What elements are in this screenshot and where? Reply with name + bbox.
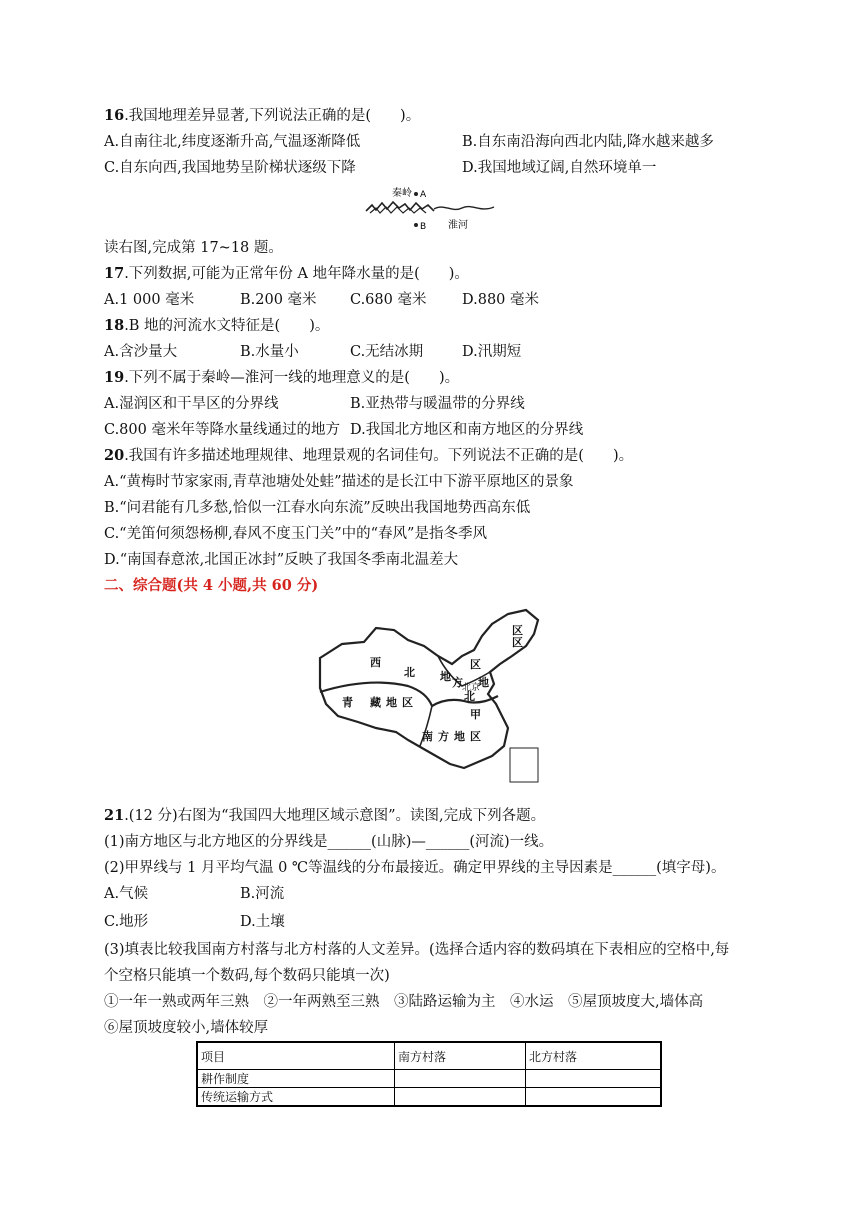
map-label-15: 方 [438, 730, 449, 743]
q21-part1: (1)南方地区与北方地区的分界线是______(山脉)—______(河流)一线。 [104, 834, 554, 850]
q18-option-c: C.无结冰期 [350, 344, 424, 360]
table-cell-south-answer[interactable] [395, 1070, 526, 1088]
qinling-huaihe-map [362, 183, 502, 235]
table-header-north: 北方村落 [526, 1042, 662, 1070]
comparison-table [196, 1041, 662, 1107]
q16-option-c: C.自东向西,我国地势呈阶梯状逐级下降 [104, 160, 356, 176]
q20-option-a: A.“黄梅时节家家雨,青草池塘处处蛙”描述的是长江中下游平原地区的景象 [104, 474, 574, 490]
q18-option-a: A.含沙量大 [104, 344, 178, 360]
q19-option-c: C.800 毫米年等降水量线通过的地方 [104, 422, 340, 438]
q21-part2: (2)甲界线与 1 月平均气温 0 ℃等温线的分布最接近。确定甲界线的主导因素是______(填字母)。 [104, 860, 726, 876]
map-label-3: 地 [440, 670, 451, 683]
q20-option-c: C.“羌笛何须怨杨柳,春风不度玉门关”中的“春风”是指冬季风 [104, 526, 487, 542]
china-regions-map [312, 606, 552, 788]
china-outline [320, 610, 538, 768]
q16-stem: 16.我国地理差异显著,下列说法正确的是( )。 [104, 107, 421, 124]
map-label-6: 藏 [370, 696, 381, 709]
map-label-12: 区 [512, 636, 523, 649]
table-row [197, 1070, 661, 1088]
q21-option-d: D.土壤 [240, 914, 285, 930]
intro-17-18: 读右图,完成第 17~18 题。 [104, 240, 283, 256]
map-label-2: 北 [404, 666, 415, 679]
table-header-item: 项目 [197, 1042, 395, 1070]
label-qinling: 秦岭 [392, 188, 412, 199]
q17-option-c: C.680 毫米 [350, 292, 427, 308]
map-label-4: 区 [470, 658, 481, 671]
map-label-1: 西 [370, 656, 381, 669]
table-row [197, 1088, 661, 1107]
q21-choices-line1: ①一年一熟或两年三熟 ②一年两熟至三熟 ③陆路运输为主 ④水运 ⑤屋顶坡度大,墙体高 [104, 994, 704, 1010]
table-cell-label: 传统运输方式 [197, 1088, 395, 1107]
section-heading: 二、综合题(共 4 小题,共 60 分) [104, 577, 319, 594]
q17-option-d: D.880 毫米 [462, 292, 540, 308]
q16-option-d: D.我国地域辽阔,自然环境单一 [462, 160, 657, 176]
q19-stem: 19.下列不属于秦岭—淮河一线的地理意义的是( )。 [104, 369, 460, 386]
q19-option-d: D.我国北方地区和南方地区的分界线 [350, 422, 584, 438]
q16-option-b: B.自东南沿海向西北内陆,降水越来越多 [462, 134, 714, 150]
q20-option-b: B.“问君能有几多愁,恰似一江春水向东流”反映出我国地势西高东低 [104, 500, 531, 516]
map-label-14: 南 [422, 730, 433, 743]
q20-option-d: D.“南国春意浓,北国正冰封”反映了我国冬季南北温差大 [104, 552, 459, 568]
map-label-beijing: 北京 [462, 683, 481, 693]
label-point-b: B [420, 222, 427, 232]
map-label-16: 地 [454, 730, 465, 743]
q17-stem: 17.下列数据,可能为正常年份 A 地年降水量的是( )。 [104, 265, 469, 282]
q21-option-a: A.气候 [104, 886, 149, 902]
label-point-a: A [420, 190, 427, 200]
q19-option-a: A.湿润区和干旱区的分界线 [104, 396, 279, 412]
q16-option-a: A.自南往北,纬度逐渐升高,气温逐渐降低 [104, 134, 361, 150]
map-label-19: 区 [512, 624, 523, 637]
table-cell-label: 耕作制度 [197, 1070, 395, 1088]
map-label-7: 地 [386, 696, 397, 709]
q21-choices-line2: ⑥屋顶坡度较小,墙体较厚 [104, 1020, 269, 1036]
q17-option-b: B.200 毫米 [240, 292, 317, 308]
map-label-9: 北 [464, 690, 475, 703]
table-header-row [197, 1042, 661, 1070]
map-label-5: 青 [342, 696, 353, 709]
q18-option-d: D.汛期短 [462, 344, 522, 360]
south-sea-inset [510, 748, 538, 782]
q19-option-b: B.亚热带与暖温带的分界线 [350, 396, 525, 412]
q21-part3-line1: (3)填表比较我国南方村落与北方村落的人文差异。(选择合适内容的数码填在下表相应的空格中,每 [104, 942, 730, 958]
q20-stem: 20.我国有许多描述地理规律、地理景观的名词佳句。下列说法不正确的是( )。 [104, 447, 634, 464]
label-huaihe: 淮河 [448, 220, 468, 231]
q21-option-c: C.地形 [104, 914, 149, 930]
q21-stem: 21.(12 分)右图为“我国四大地理区域示意图”。读图,完成下列各题。 [104, 807, 546, 824]
table-cell-north-answer[interactable] [526, 1070, 662, 1088]
map-label-10: 方 [452, 676, 463, 689]
map-label-17: 区 [470, 730, 481, 743]
q17-option-a: A.1 000 毫米 [104, 292, 195, 308]
map-label-13: 甲 [470, 708, 481, 721]
huaihe-river-line [434, 207, 494, 210]
map-label-11: 地 [478, 676, 489, 689]
q21-option-b: B.河流 [240, 886, 285, 902]
q21-part3-line2: 个空格只能填一个数码,每个数码只能填一次) [104, 968, 390, 984]
q18-stem: 18.B 地的河流水文特征是( )。 [104, 317, 330, 334]
table-cell-north-answer[interactable] [526, 1088, 662, 1107]
q18-option-b: B.水量小 [240, 344, 299, 360]
map-label-8: 区 [402, 696, 413, 709]
table-cell-south-answer[interactable] [395, 1088, 526, 1107]
table-header-south: 南方村落 [395, 1042, 526, 1070]
